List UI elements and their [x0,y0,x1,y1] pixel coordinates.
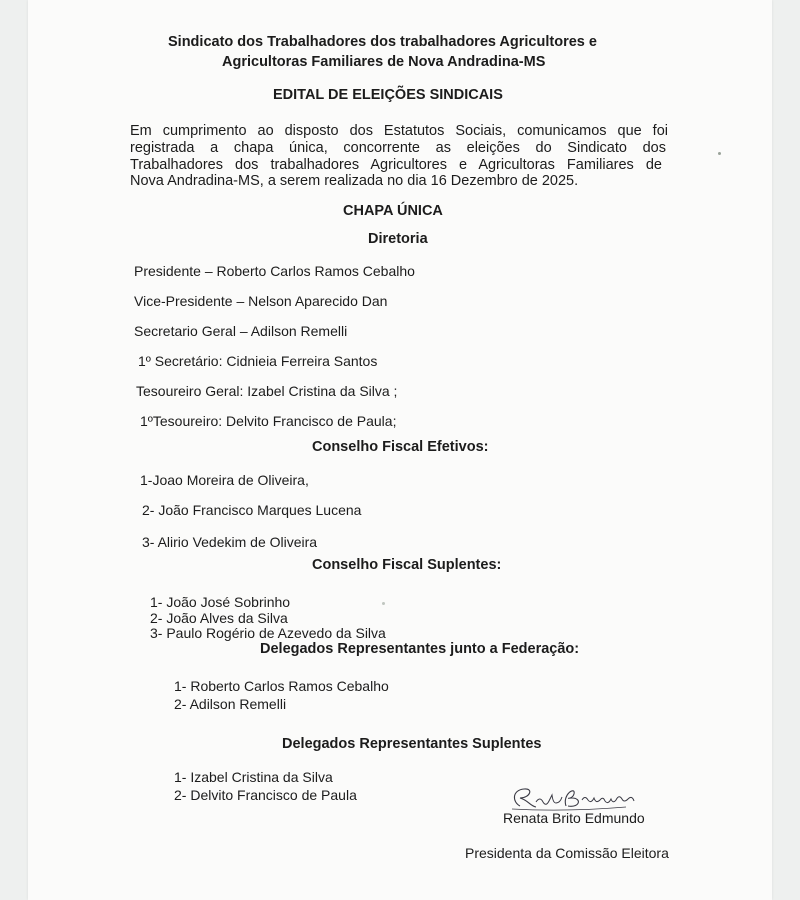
conselho-efetivo-item: 2- João Francisco Marques Lucena [142,502,362,518]
document-title: EDITAL DE ELEIÇÕES SINDICAIS [273,87,503,103]
delegado-suplente-item: 1- Izabel Cristina da Silva [174,769,333,785]
header-line-1: Sindicato dos Trabalhadores dos trabalhadores Agricultores e [168,34,597,50]
header-line-2: Agricultoras Familiares de Nova Andradina-MS [222,54,546,70]
diretoria-item: Tesoureiro Geral: Izabel Cristina da Silva ; [136,383,398,399]
signatory-name: Renata Brito Edmundo [503,810,645,826]
delegados-suplentes-heading: Delegados Representantes Suplentes [282,736,542,752]
signatory-role: Presidenta da Comissão Eleitora [465,845,669,861]
diretoria-item: Secretario Geral – Adilson Remelli [134,323,348,339]
intro-line-2: registrada a chapa única, concorrente as eleições do Sindicato dos [130,141,666,156]
chapa-heading: CHAPA ÚNICA [343,203,443,219]
speck [718,152,721,155]
diretoria-item: 1ºTesoureiro: Delvito Francisco de Paula; [140,413,397,429]
delegado-suplente-item: 2- Delvito Francisco de Paula [174,787,357,803]
document-page [28,0,772,900]
intro-line-4: Nova Andradina-MS, a serem realizada no dia 16 Dezembro de 2025. [130,173,579,189]
intro-line-1: Em cumprimento ao disposto dos Estatutos Sociais, comunicamos que foi [130,124,668,139]
conselho-suplente-item: 1- João José Sobrinho [150,594,291,610]
conselho-efetivos-heading: Conselho Fiscal Efetivos: [312,439,489,455]
delegados-heading: Delegados Representantes junto a Federação: [260,641,580,657]
conselho-suplentes-heading: Conselho Fiscal Suplentes: [312,557,502,573]
handwritten-signature [506,784,646,812]
speck [382,602,385,605]
conselho-efetivo-item: 3- Alirio Vedekim de Oliveira [142,534,318,550]
diretoria-heading: Diretoria [368,231,428,247]
diretoria-item: Vice-Presidente – Nelson Aparecido Dan [134,293,388,309]
delegado-item: 1- Roberto Carlos Ramos Cebalho [174,678,389,694]
conselho-efetivo-item: 1-Joao Moreira de Oliveira, [140,472,309,488]
diretoria-item: 1º Secretário: Cidnieia Ferreira Santos [138,353,378,369]
delegado-item: 2- Adilson Remelli [174,696,287,712]
diretoria-item: Presidente – Roberto Carlos Ramos Cebalho [134,263,415,279]
conselho-suplente-item: 3- Paulo Rogério de Azevedo da Silva [150,625,386,641]
intro-line-3: Trabalhadores dos trabalhadores Agricultores e Agricultoras Familiares de [130,158,662,173]
conselho-suplente-item: 2- João Alves da Silva [150,610,288,626]
